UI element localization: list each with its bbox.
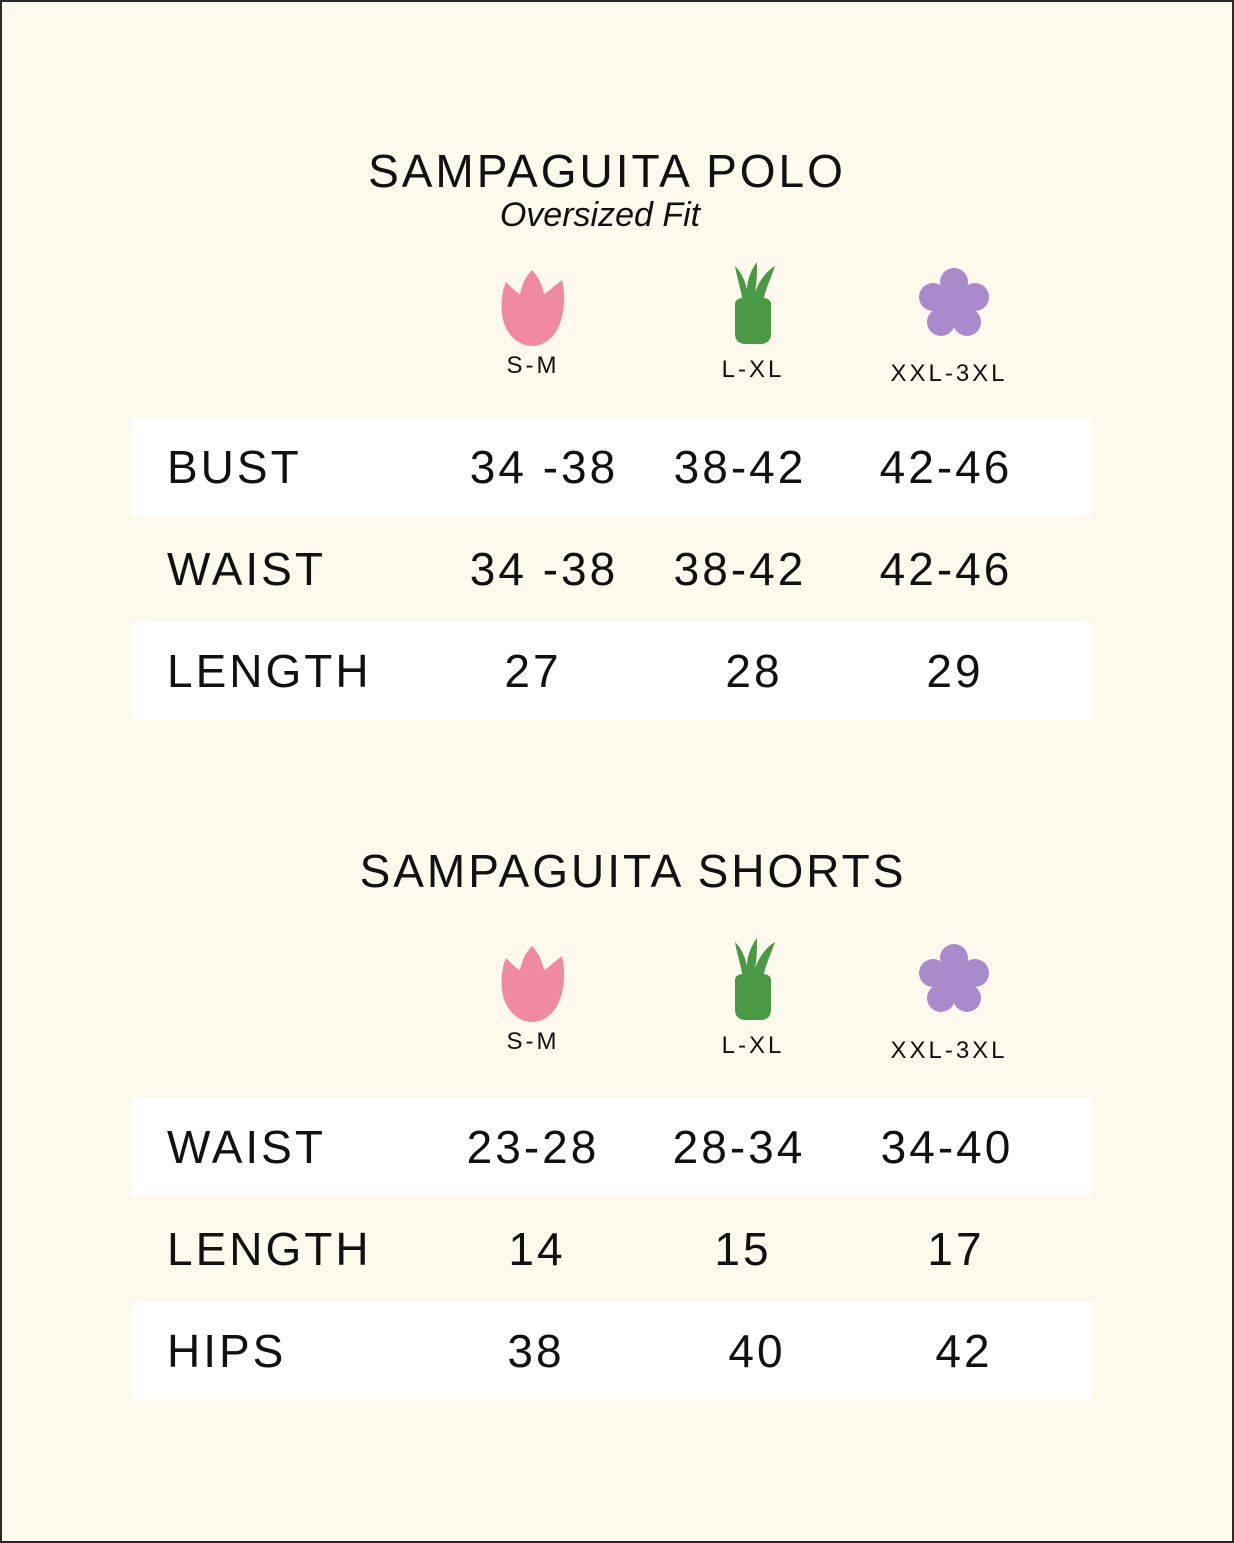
flower-icon bbox=[914, 262, 994, 352]
shorts-row-length bbox=[131, 1200, 1092, 1298]
row-value-s-m: 23-28 bbox=[466, 1121, 600, 1173]
shorts-size-label-xxl-3xl: XXL-3XL bbox=[890, 1037, 1008, 1064]
row-label: BUST bbox=[167, 441, 302, 493]
shorts-row-waist bbox=[131, 1098, 1092, 1196]
row-label: LENGTH bbox=[167, 645, 372, 697]
polo-row-length bbox=[131, 622, 1092, 720]
shorts-size-label-l-xl: L-XL bbox=[721, 1032, 785, 1059]
flower-icon bbox=[914, 938, 994, 1028]
row-label: WAIST bbox=[167, 1121, 326, 1173]
row-value-xxl-3xl: 42-46 bbox=[879, 441, 1013, 493]
tulip-icon bbox=[492, 940, 572, 1030]
polo-row-waist bbox=[131, 520, 1092, 618]
row-value-xxl-3xl: 42 bbox=[935, 1325, 993, 1377]
row-value-xxl-3xl: 42-46 bbox=[879, 543, 1013, 595]
row-value-l-xl: 38-42 bbox=[673, 543, 807, 595]
row-value-xxl-3xl: 34-40 bbox=[880, 1121, 1014, 1173]
row-value-xxl-3xl: 17 bbox=[927, 1223, 985, 1275]
row-label: LENGTH bbox=[167, 1223, 372, 1275]
shorts-title: SAMPAGUITA SHORTS bbox=[359, 845, 907, 897]
polo-subtitle: Oversized Fit bbox=[499, 196, 701, 234]
shorts-row-hips bbox=[131, 1302, 1092, 1400]
polo-title: SAMPAGUITA POLO bbox=[368, 145, 846, 197]
row-value-l-xl: 15 bbox=[714, 1223, 772, 1275]
plant-icon bbox=[713, 258, 793, 348]
row-value-s-m: 34 -38 bbox=[469, 441, 619, 493]
row-value-s-m: 14 bbox=[508, 1223, 566, 1275]
row-label: HIPS bbox=[167, 1325, 287, 1377]
row-value-l-xl: 40 bbox=[728, 1325, 786, 1377]
plant-icon bbox=[713, 934, 793, 1024]
row-value-l-xl: 38-42 bbox=[673, 441, 807, 493]
row-label: WAIST bbox=[167, 543, 326, 595]
row-value-s-m: 34 -38 bbox=[469, 543, 619, 595]
row-value-s-m: 27 bbox=[504, 645, 562, 697]
polo-size-label-l-xl: L-XL bbox=[721, 356, 785, 383]
shorts-size-label-s-m: S-M bbox=[506, 1028, 560, 1055]
row-value-l-xl: 28-34 bbox=[672, 1121, 806, 1173]
polo-size-label-xxl-3xl: XXL-3XL bbox=[890, 360, 1008, 387]
row-value-xxl-3xl: 29 bbox=[926, 645, 984, 697]
polo-size-label-s-m: S-M bbox=[506, 352, 560, 379]
row-value-l-xl: 28 bbox=[725, 645, 783, 697]
polo-row-bust bbox=[131, 418, 1092, 516]
tulip-icon bbox=[492, 264, 572, 354]
row-value-s-m: 38 bbox=[507, 1325, 565, 1377]
